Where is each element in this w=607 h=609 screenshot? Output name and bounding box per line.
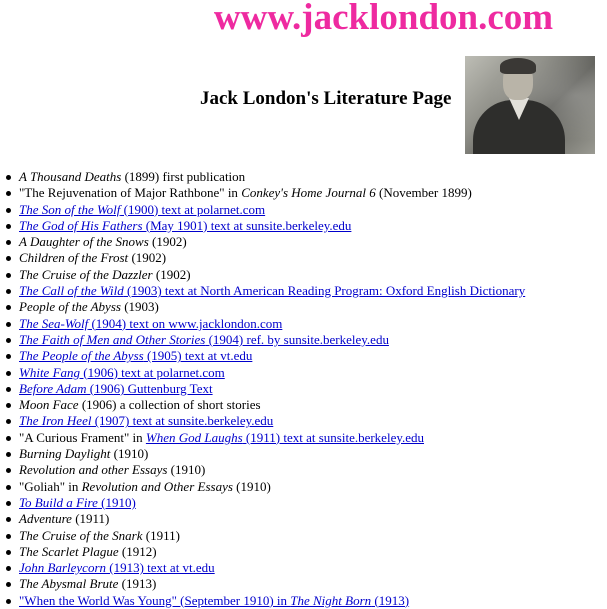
work-title: Before Adam — [19, 380, 87, 396]
work-title: The God of His Fathers — [19, 217, 143, 233]
work-details: (1910) — [97, 494, 136, 510]
work-link[interactable] — [290, 593, 409, 608]
work-details: (1906) text at polarnet.com — [80, 364, 225, 380]
work-link[interactable] — [19, 202, 265, 217]
work-title: Conkey's Home Journal 6 — [241, 185, 376, 201]
work-details: (1907) text at sunsite.berkeley.edu — [91, 413, 274, 429]
work-link[interactable] — [19, 381, 213, 396]
list-item — [19, 430, 525, 446]
work-title: Moon Face — [19, 397, 79, 413]
work-title: The Call of the Wild — [19, 283, 124, 299]
list-item — [19, 528, 525, 544]
list-item — [19, 544, 525, 560]
list-item — [19, 462, 525, 478]
list-item — [19, 299, 525, 315]
work-link[interactable] — [19, 413, 273, 428]
list-item — [19, 185, 525, 201]
list-item — [19, 250, 525, 266]
work-link[interactable] — [19, 316, 282, 331]
work-details: (1912) — [118, 543, 157, 559]
works-list — [0, 169, 525, 609]
list-item — [19, 511, 525, 527]
list-item — [19, 495, 525, 511]
work-details: (1903) text at North American Reading Program: Oxford English Dictionary — [123, 283, 526, 299]
list-item — [19, 202, 525, 218]
work-link[interactable] — [19, 348, 252, 363]
work-details: (1913) text at vt.edu — [106, 560, 215, 576]
list-item — [19, 593, 525, 609]
work-details: (1911) — [71, 511, 110, 527]
work-title: The Night Born — [290, 592, 372, 608]
work-details: (1905) text at vt.edu — [143, 348, 253, 364]
work-link[interactable] — [146, 430, 424, 445]
work-title: Burning Daylight — [19, 446, 111, 462]
work-details: (1913) — [371, 592, 410, 608]
work-prefix: "A Curious Frament" in — [19, 429, 146, 445]
work-title: John Barleycorn — [19, 560, 107, 576]
work-details: (1904) text on www.jacklondon.com — [88, 315, 283, 331]
list-item — [19, 413, 525, 429]
work-details: (1899) first publication — [121, 169, 246, 184]
list-item — [19, 218, 525, 234]
work-details: (1904) ref. by sunsite.berkeley.edu — [205, 331, 389, 347]
list-item — [19, 169, 525, 185]
work-details: (1910) — [232, 478, 271, 494]
work-title: People of the Abyss — [19, 299, 121, 315]
work-title: The Faith of Men and Other Stories — [19, 331, 206, 347]
work-details: (1911) text at sunsite.berkeley.edu — [242, 429, 425, 445]
work-link[interactable] — [19, 560, 215, 575]
work-details: (1911) — [142, 527, 180, 543]
work-link[interactable] — [19, 495, 136, 510]
work-title: Adventure — [19, 511, 72, 527]
portrait-photo — [465, 56, 595, 154]
list-item — [19, 365, 525, 381]
work-details: (November 1899) — [375, 185, 472, 201]
work-details: (1902) — [148, 234, 187, 250]
work-details: (1902) — [128, 250, 167, 266]
work-details: (1910) — [167, 462, 206, 478]
work-link[interactable]: "When the World Was Young" (September 1910) in — [19, 592, 291, 608]
list-item — [19, 479, 525, 495]
work-title: The Son of the Wolf — [19, 201, 121, 217]
work-title: When God Laughs — [145, 429, 243, 445]
list-item — [19, 576, 525, 592]
work-title: The Cruise of the Dazzler — [19, 266, 153, 282]
work-title: The Scarlet Plague — [19, 543, 119, 559]
list-item — [19, 332, 525, 348]
work-link[interactable] — [19, 332, 389, 347]
work-title: The Abysmal Brute — [19, 576, 119, 592]
list-item — [19, 397, 525, 413]
work-details: (1900) text at polarnet.com — [120, 201, 266, 217]
work-title: A Thousand Deaths — [19, 169, 122, 184]
list-item — [19, 316, 525, 332]
work-details: (1910) — [110, 446, 149, 462]
site-url-heading: www.jacklondon.com — [213, 0, 554, 38]
work-details: (May 1901) text at sunsite.berkeley.edu — [142, 217, 352, 233]
work-details: (1913) — [118, 576, 157, 592]
work-title: Revolution and Other Essays — [81, 478, 233, 494]
work-title: Children of the Frost — [19, 250, 129, 266]
work-title: A Daughter of the Snows — [19, 234, 149, 250]
work-title: The Iron Heel — [19, 413, 92, 429]
list-item — [19, 234, 525, 250]
list-item — [19, 267, 525, 283]
work-link[interactable] — [19, 283, 525, 298]
work-title: The People of the Abyss — [19, 348, 144, 364]
work-details: (1903) — [120, 299, 159, 315]
work-link[interactable] — [19, 218, 351, 233]
work-title: To Build a Fire — [19, 494, 98, 510]
list-item — [19, 381, 525, 397]
work-details: (1902) — [152, 266, 191, 282]
work-prefix: "The Rejuvenation of Major Rathbone" in — [19, 185, 242, 201]
work-details: (1906) Guttenburg Text — [86, 380, 213, 396]
list-item — [19, 348, 525, 364]
list-item — [19, 560, 525, 576]
work-title: Revolution and other Essays — [19, 462, 168, 478]
work-title: White Fang — [19, 364, 81, 380]
list-item — [19, 446, 525, 462]
work-title: The Sea-Wolf — [19, 315, 89, 331]
work-link[interactable] — [19, 365, 225, 380]
list-item — [19, 283, 525, 299]
work-prefix: "Goliah" in — [19, 478, 82, 494]
work-details: (1906) a collection of short stories — [78, 397, 261, 413]
work-title: The Cruise of the Snark — [19, 527, 143, 543]
page-title: Jack London's Literature Page — [200, 88, 452, 109]
